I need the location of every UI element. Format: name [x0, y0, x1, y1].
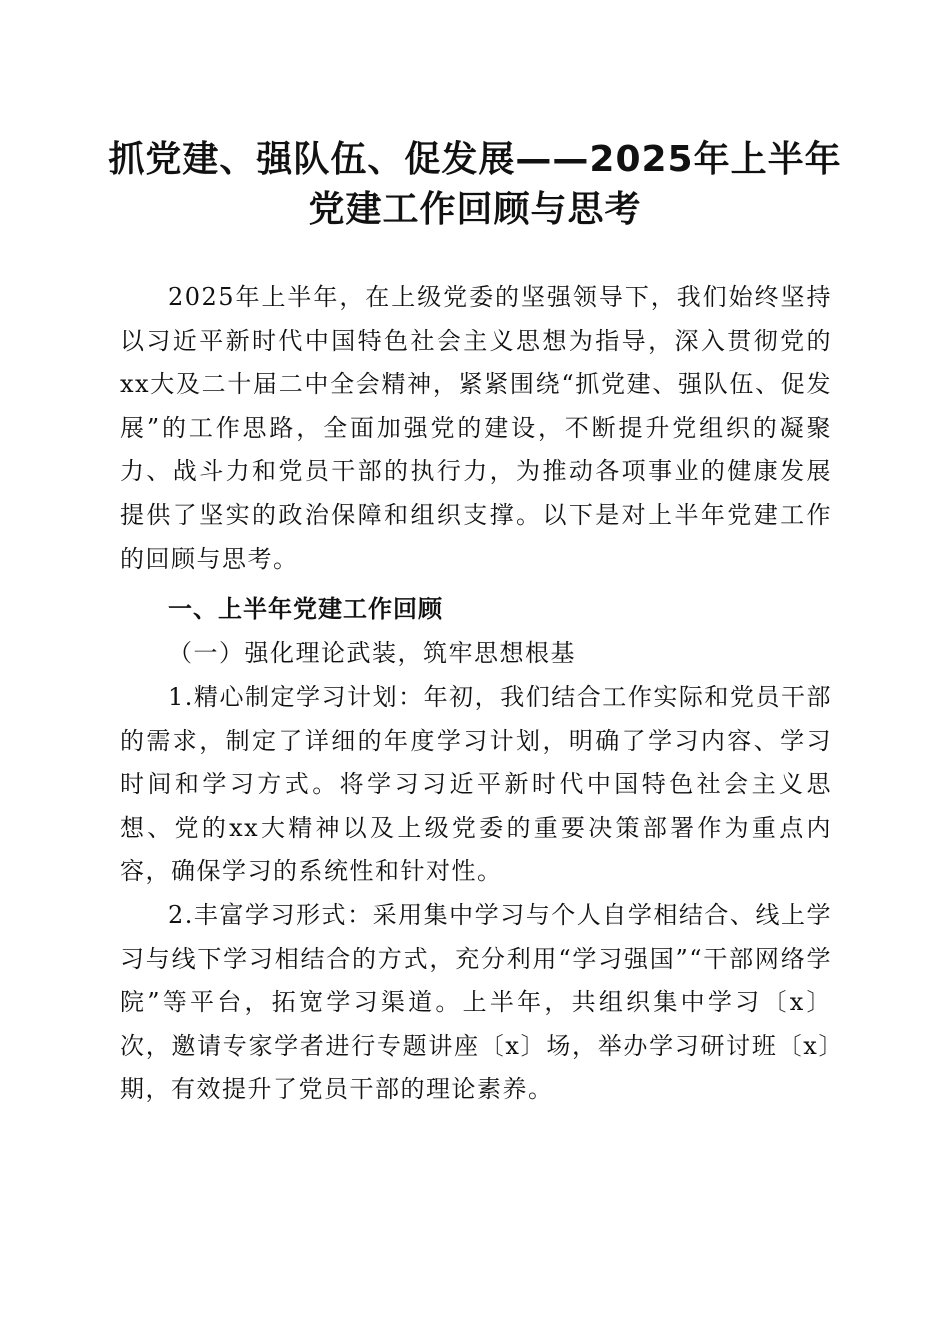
subsection1-heading: （一）强化理论武装，筑牢思想根基 — [168, 639, 576, 667]
item1-paragraph: 1.精心制定学习计划：年初，我们结合工作实际和党员干部的需求，制定了详细的年度学习计划，明确了学习内容、学习时间和学习方式。将学习习近平新时代中国特色社会主义思想、党的xx大精神以及上级党委的重要决策部署作为重点内容，确保学习的系统性和针对性。 — [120, 683, 832, 886]
section1-heading: 一、上半年党建工作回顾 — [168, 595, 443, 623]
document-title-line2: 党建工作回顾与思考 — [308, 189, 642, 230]
item2-paragraph: 2.丰富学习形式：采用集中学习与个人自学相结合、线上学习与线下学习相结合的方式，充分利用“学习强国”“干部网络学院”等平台，拓宽学习渠道。上半年，共组织集中学习〔x〕次，邀请专家学者进行专题讲座〔x〕场，举办学习研讨班〔x〕期，有效提升了党员干部的理论素养。 — [120, 901, 832, 1104]
intro-paragraph: 2025年上半年，在上级党委的坚强领导下，我们始终坚持以习近平新时代中国特色社会主义思想为指导，深入贯彻党的xx大及二十届二中全会精神，紧紧围绕“抓党建、强队伍、促发展”的工作思路，全面加强党的建设，不断提升党组织的凝聚力、战斗力和党员干部的执行力，为推动各项事业的健康发展提供了坚实的政治保障和组织支撑。以下是对上半年党建工作的回顾与思考。 — [120, 283, 832, 573]
document-title-line1: 抓党建、强队伍、促发展——2025年上半年 — [108, 139, 842, 180]
